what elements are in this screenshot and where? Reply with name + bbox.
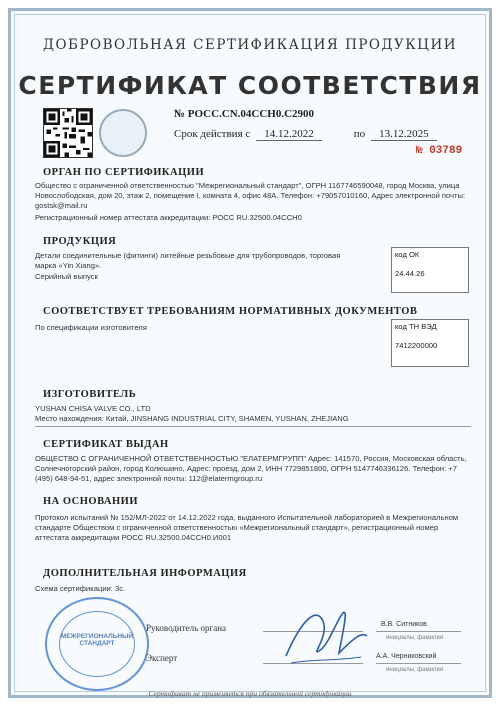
- validity-label: Срок действия с: [174, 128, 251, 140]
- footer-note: Сертификат не применяется при обязательной сертификации: [148, 689, 352, 698]
- tnved-code-box: [391, 319, 469, 367]
- manufacturer-heading: ИЗГОТОВИТЕЛЬ: [43, 389, 137, 400]
- extra-heading: ДОПОЛНИТЕЛЬНАЯ ИНФОРМАЦИЯ: [43, 568, 247, 579]
- product-code-box: [391, 247, 469, 293]
- serial-number: № 03789: [416, 145, 463, 157]
- expert-name: А.А. Черниковский: [376, 653, 437, 660]
- expert-name-line: [376, 663, 461, 664]
- date-to: 13.12.2025: [371, 128, 437, 141]
- head-caption: инициалы, фамилия: [386, 635, 444, 641]
- product-series: Серийный выпуск: [35, 272, 98, 281]
- tnved-code-label: код ТН ВЭД: [395, 322, 437, 331]
- head-name-line: [376, 631, 461, 632]
- basis-text: Протокол испытаний № 152/МЛ-2022 от 14.12.2022 года, выданного Испытательной лабораторией в Межрегиональном стандарте Обществом с ограниченной ответственностью «Межрегиональный стандарт», регистрационный номер аттестата аккредитации РОСС RU.32500.04ССН0.И001: [35, 513, 459, 542]
- qr-code-icon: [43, 108, 93, 158]
- registration-number: № РОСС.CN.04ССН0.С2900: [174, 108, 315, 120]
- issued-heading: СЕРТИФИКАТ ВЫДАН: [43, 439, 169, 450]
- tnved-code-value: 7412200000: [395, 341, 438, 350]
- basis-heading: НА ОСНОВАНИИ: [43, 496, 139, 507]
- validity-period: [174, 128, 440, 141]
- organ-text: Общество с ограниченной ответственностью "Межрегиональный стандарт", ОГРН 1167746590048, город Москва, улица Новослободская, дом 20, этаж 2, помещение I, комната 4, офис 48А. Телефон: +79057010160, Адрес электронной почты: gostsk@mail.ru: [35, 181, 466, 210]
- head-label: Руководитель органа: [146, 623, 227, 633]
- certification-emblem-icon: [99, 109, 147, 157]
- main-title: СЕРТИФИКАТ СООТВЕТСТВИЯ: [18, 71, 482, 100]
- manufacturer-name: YUSHAN CHISA VALVE CO., LTD: [35, 404, 151, 413]
- extra-text: Схема сертификации: 3с.: [35, 584, 126, 593]
- manufacturer-address: Место нахождения: Китай, JINSHANG INDUSTRIAL CITY, SHAMEN, YUSHAN, ZHEJIANG: [35, 414, 349, 423]
- top-title: ДОБРОВОЛЬНАЯ СЕРТИФИКАЦИЯ ПРОДУКЦИИ: [42, 37, 457, 53]
- divider: [35, 426, 471, 427]
- product-text: Детали соединительные (фитинги) литейные резьбовые для трубопроводов, торговая марка «Yin Xiang».: [35, 251, 341, 270]
- certificate-document: [8, 8, 492, 698]
- expert-caption: инициалы, фамилия: [386, 667, 444, 673]
- product-code-label: код ОК: [395, 250, 420, 259]
- head-name: В.В. Ситников: [381, 621, 427, 628]
- seal-stamp-icon: [45, 597, 149, 691]
- product-heading: ПРОДУКЦИЯ: [43, 236, 117, 247]
- organ-accreditation: Регистрационный номер аттестата аккредитации: РОСС RU.32500.04ССН0: [35, 213, 302, 222]
- stamp-text: МЕЖРЕГИОНАЛЬНЫЙ СТАНДАРТ: [60, 633, 134, 647]
- issued-text: ОБЩЕСТВО С ОГРАНИЧЕННОЙ ОТВЕТСТВЕННОСТЬЮ "ЕЛАТЕРМГРУПП" Адрес: 141570, Россия, Московская область, Солнечногорский район, город Колюшино, Адрес: проезд, дом 2, ИНН 7729851800, ОГРН 5147746336126. Телефон: +7 (495) 648-94-51, адрес электронной почты: 112@elatermgroup.ru: [35, 454, 467, 483]
- product-code-value: 24.44.26: [395, 269, 425, 278]
- compliance-text: По спецификации изготовителя: [35, 323, 147, 332]
- compliance-heading: СООТВЕТСТВУЕТ ТРЕБОВАНИЯМ НОРМАТИВНЫХ ДОКУМЕНТОВ: [43, 306, 418, 317]
- date-from: 14.12.2022: [256, 128, 322, 141]
- signature-icon: [281, 601, 371, 671]
- to-label: по: [353, 128, 366, 140]
- expert-label: Эксперт: [146, 653, 178, 663]
- organ-heading: ОРГАН ПО СЕРТИФИКАЦИИ: [43, 167, 205, 178]
